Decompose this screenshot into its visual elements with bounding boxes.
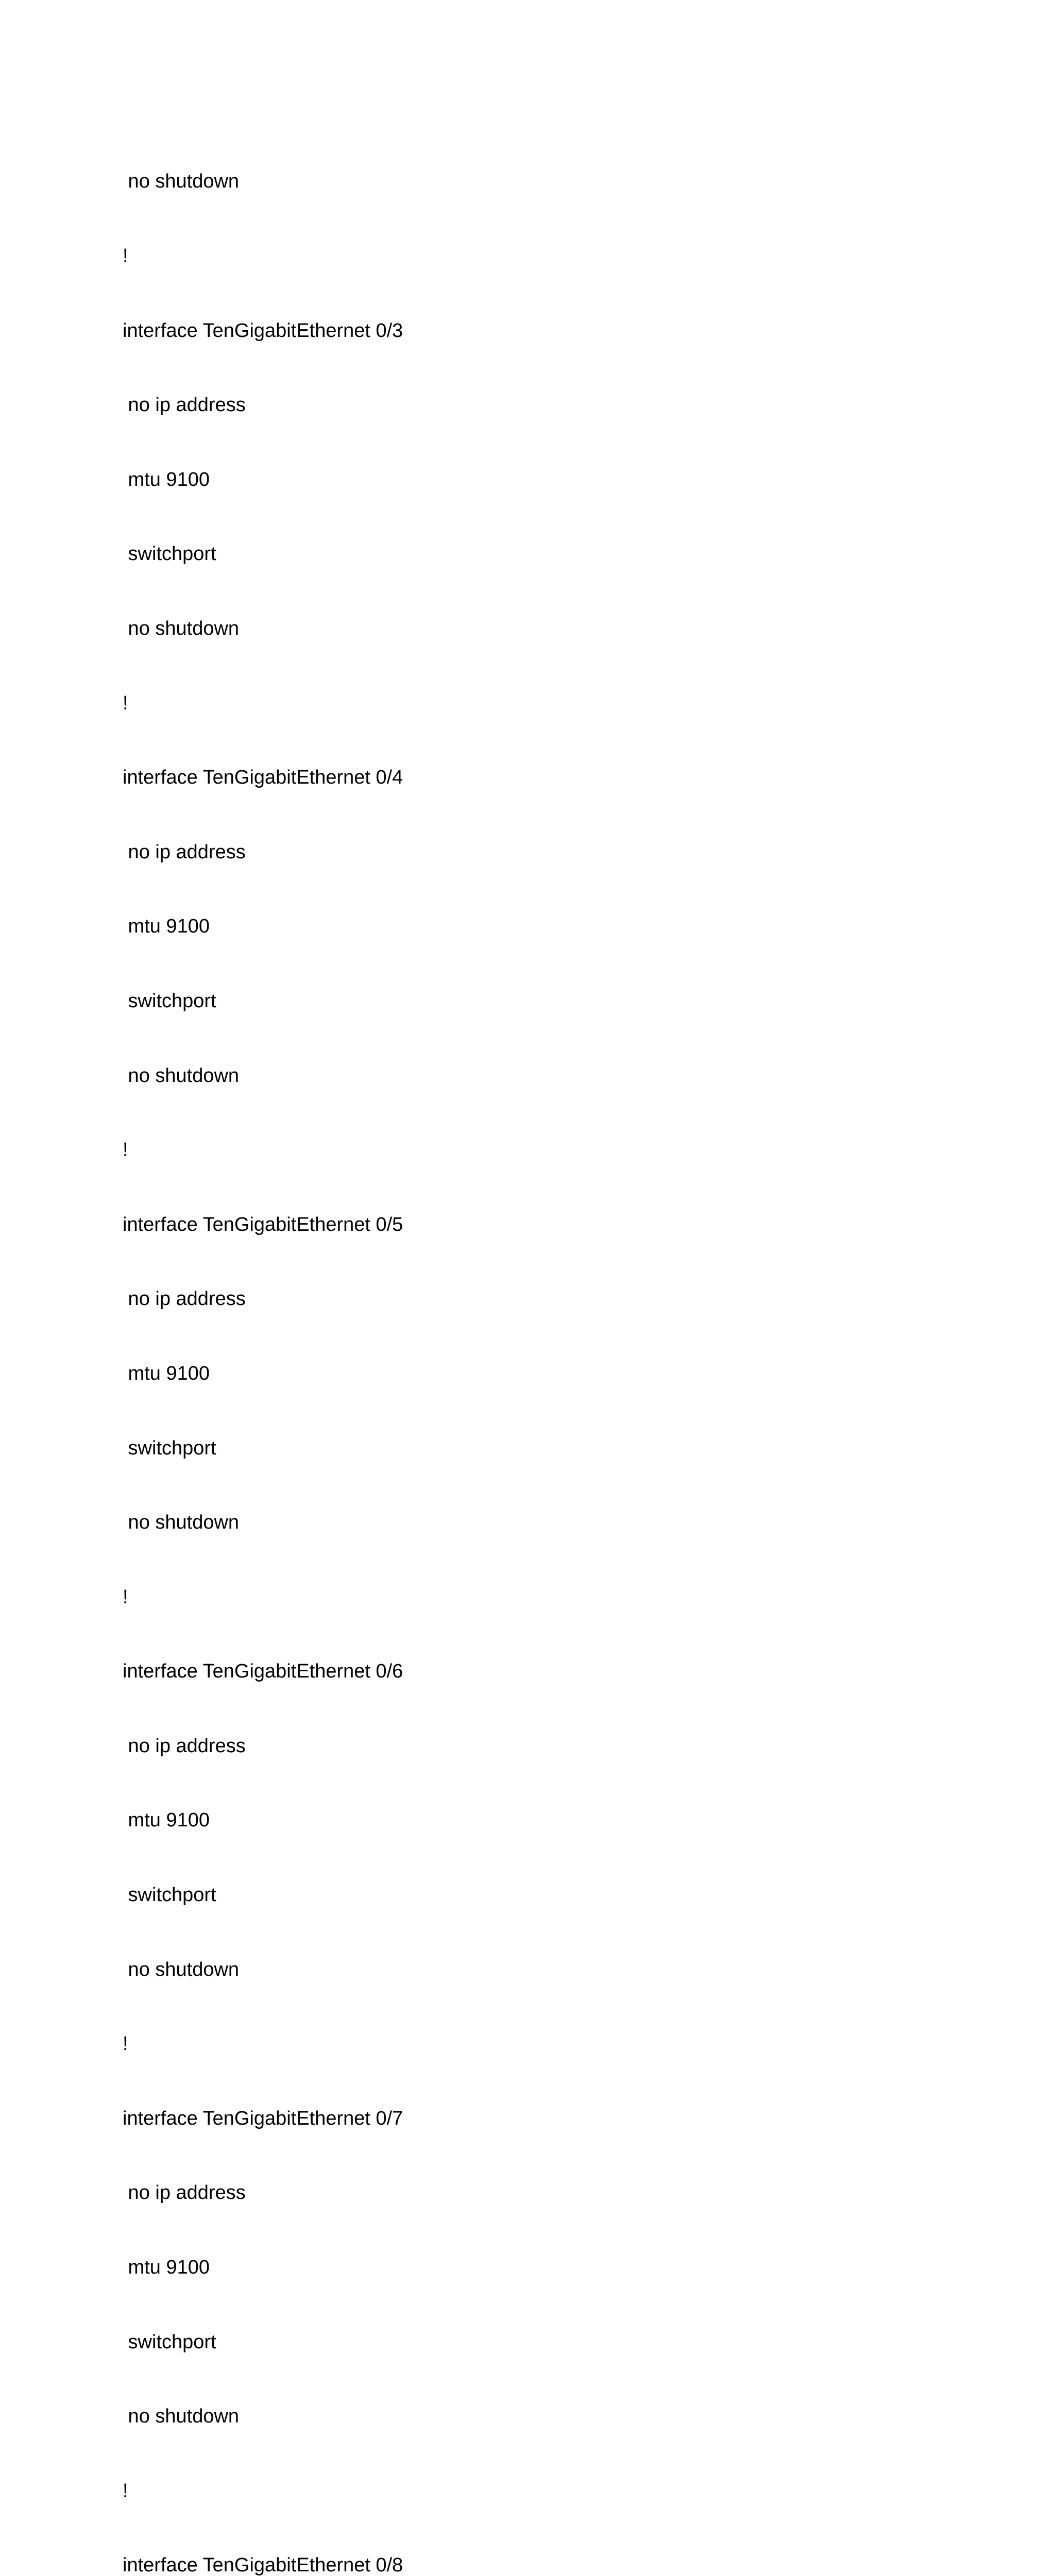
config-line: switchport (123, 990, 216, 1012)
config-line: switchport (123, 1884, 216, 1906)
config-line: no shutdown (123, 617, 240, 639)
config-line: no shutdown (123, 171, 240, 193)
config-line: switchport (123, 1437, 216, 1459)
config-line: interface TenGigabitEthernet 0/4 (123, 767, 403, 789)
config-line: interface TenGigabitEthernet 0/8 (123, 2554, 403, 2576)
config-line: interface TenGigabitEthernet 0/7 (123, 2107, 403, 2129)
config-text-block (123, 120, 403, 2576)
config-line: interface TenGigabitEthernet 0/3 (123, 319, 403, 342)
config-line: switchport (123, 2331, 216, 2353)
config-line: no shutdown (123, 2405, 240, 2428)
config-line: no ip address (123, 394, 246, 416)
config-line: interface TenGigabitEthernet 0/6 (123, 1660, 403, 1683)
config-line: no ip address (123, 1288, 246, 1310)
config-line: no shutdown (123, 1064, 240, 1087)
config-line: interface TenGigabitEthernet 0/5 (123, 1213, 403, 1235)
config-line: ! (123, 1586, 128, 1608)
config-line: mtu 9100 (123, 2257, 210, 2279)
config-line: no shutdown (123, 1958, 240, 1980)
config-line: no ip address (123, 1735, 246, 1757)
config-line: mtu 9100 (123, 468, 210, 490)
config-line: switchport (123, 543, 216, 565)
config-line: ! (123, 2033, 128, 2055)
config-line: ! (123, 1139, 128, 1161)
config-line: no ip address (123, 841, 246, 863)
config-line: mtu 9100 (123, 1362, 210, 1384)
config-line: no ip address (123, 2182, 246, 2204)
config-line: ! (123, 245, 128, 267)
config-line: mtu 9100 (123, 1809, 210, 1832)
config-line: mtu 9100 (123, 916, 210, 938)
config-line: ! (123, 2480, 128, 2502)
config-line: no shutdown (123, 1512, 240, 1534)
config-line: ! (123, 692, 128, 714)
